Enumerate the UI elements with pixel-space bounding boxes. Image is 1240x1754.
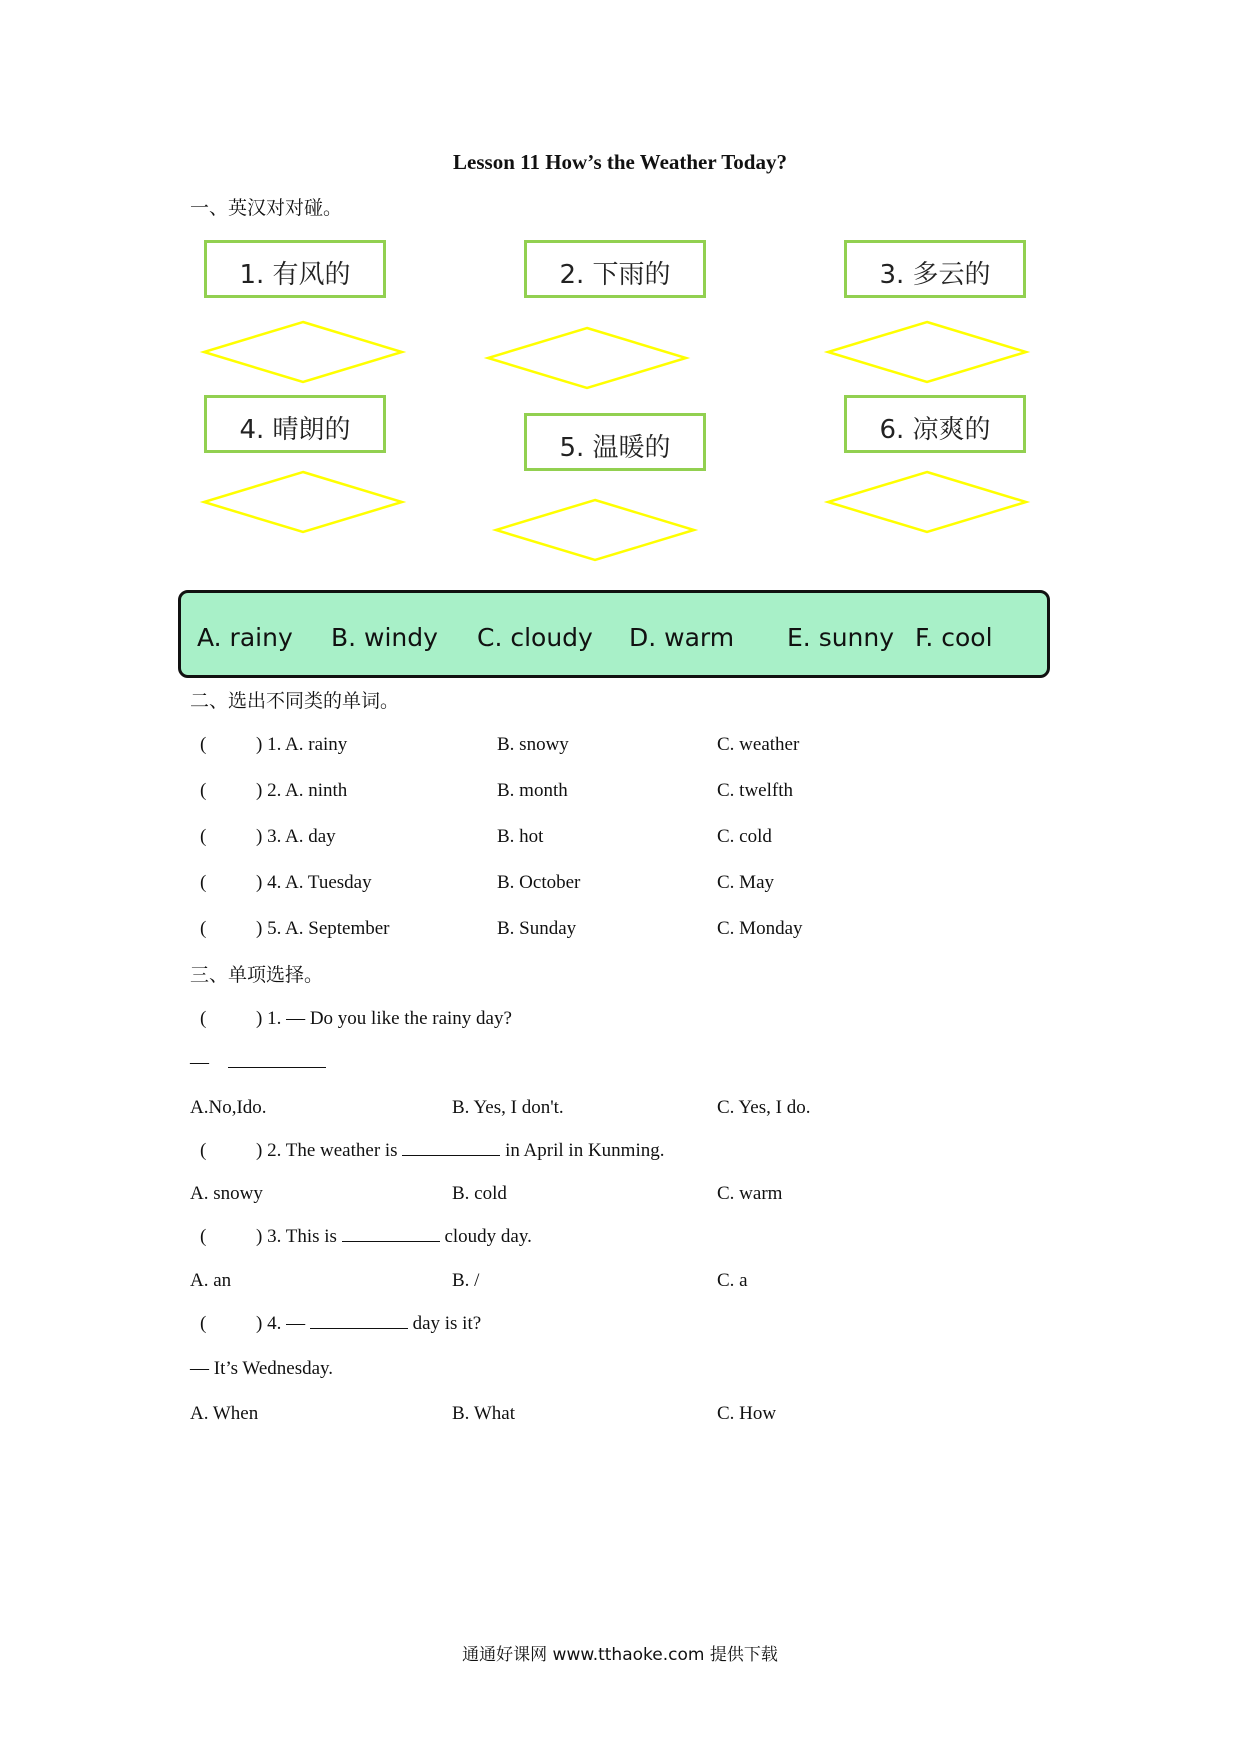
choice-c: C. twelfth: [717, 780, 793, 801]
choice-a: A. snowy: [190, 1183, 263, 1204]
choice-b: B. Yes, I don't.: [452, 1097, 564, 1118]
answer-line: [190, 1052, 326, 1074]
paren: (: [200, 1008, 207, 1029]
choice-a: A.No,Ido.: [190, 1097, 267, 1118]
choice-b: B. Sunday: [497, 918, 577, 939]
choice-b: B. cold: [452, 1183, 507, 1204]
stem-post: in April in Kunming.: [505, 1140, 665, 1161]
stem-pre: ) 2. The weather is: [256, 1140, 398, 1161]
choice-c: C. Monday: [717, 918, 803, 939]
blank[interactable]: [402, 1154, 500, 1156]
answer-diamond-1[interactable]: [202, 320, 404, 384]
paren: (: [200, 826, 207, 847]
section3-heading: 三、单项选择。: [190, 964, 324, 986]
blank[interactable]: [310, 1327, 408, 1329]
question-stem: ) 1. A. rainy: [256, 734, 348, 755]
word-box-4: [204, 395, 386, 453]
question-stem: [256, 1226, 532, 1248]
choice-a: A. When: [190, 1403, 259, 1424]
option-d: D. warm: [629, 623, 735, 652]
word-box-label: 3. 多云的: [879, 260, 991, 290]
option-c: C. cloudy: [477, 623, 593, 652]
option-b: B. windy: [331, 623, 438, 652]
blank[interactable]: [228, 1066, 326, 1068]
section1-heading: 一、英汉对对碰。: [190, 197, 343, 219]
word-box-1: [204, 240, 386, 298]
paren: (: [200, 872, 207, 893]
choice-c: C. warm: [717, 1183, 783, 1204]
stem-post: day is it?: [412, 1313, 482, 1334]
question-stem: [256, 1313, 481, 1335]
choice-c: C. Yes, I do.: [717, 1097, 811, 1118]
stem-post: cloudy day.: [444, 1226, 532, 1247]
paren: (: [200, 1140, 207, 1161]
option-e: E. sunny: [787, 623, 895, 652]
answer-diamond-6[interactable]: [826, 470, 1028, 534]
blank[interactable]: [342, 1240, 440, 1242]
word-box-label: 5. 温暖的: [559, 433, 671, 463]
word-box-3: [844, 240, 1026, 298]
dash: —: [190, 1052, 209, 1073]
stem-pre: ) 4. —: [256, 1313, 306, 1334]
choice-c: C. How: [717, 1403, 777, 1424]
answer-diamond-2[interactable]: [486, 326, 688, 390]
word-box-label: 6. 凉爽的: [879, 415, 991, 445]
choice-b: B. October: [497, 872, 581, 893]
paren: (: [200, 1313, 207, 1334]
word-box-2: [524, 240, 706, 298]
question-stem: ) 2. A. ninth: [256, 780, 348, 801]
paren: (: [200, 734, 207, 755]
choice-b: B. snowy: [497, 734, 569, 755]
question-stem: ) 5. A. September: [256, 918, 390, 939]
question-stem: ) 1. — Do you like the rainy day?: [256, 1008, 512, 1029]
word-box-label: 1. 有风的: [239, 260, 351, 290]
answer-line: — It’s Wednesday.: [190, 1358, 334, 1379]
paren: (: [200, 1226, 207, 1247]
footer: 通通好课网 www.tthaoke.com 提供下载: [462, 1645, 778, 1665]
choice-b: B. hot: [497, 826, 544, 847]
choice-b: B. What: [452, 1403, 515, 1424]
choice-b: B. month: [497, 780, 568, 801]
word-box-5: [524, 413, 706, 471]
options-bar: [178, 590, 1050, 678]
section2-heading: 二、选出不同类的单词。: [190, 690, 400, 712]
word-box-6: [844, 395, 1026, 453]
choice-c: C. a: [717, 1270, 748, 1291]
answer-diamond-3[interactable]: [826, 320, 1028, 384]
answer-diamond-4[interactable]: [202, 470, 404, 534]
question-stem: ) 4. A. Tuesday: [256, 872, 372, 893]
question-stem: [256, 1140, 664, 1162]
stem-pre: ) 3. This is: [256, 1226, 337, 1247]
question-stem: ) 3. A. day: [256, 826, 336, 847]
paren: (: [200, 780, 207, 801]
choice-b: B. /: [452, 1270, 480, 1291]
paren: (: [200, 918, 207, 939]
choice-c: C. May: [717, 872, 774, 893]
answer-diamond-5[interactable]: [494, 498, 696, 562]
choice-c: C. cold: [717, 826, 772, 847]
choice-a: A. an: [190, 1270, 232, 1291]
option-a: A. rainy: [197, 623, 293, 652]
word-box-label: 2. 下雨的: [559, 260, 671, 290]
option-f: F. cool: [915, 623, 993, 652]
page-title: Lesson 11 How’s the Weather Today?: [453, 150, 787, 174]
word-box-label: 4. 晴朗的: [239, 415, 351, 445]
choice-c: C. weather: [717, 734, 800, 755]
